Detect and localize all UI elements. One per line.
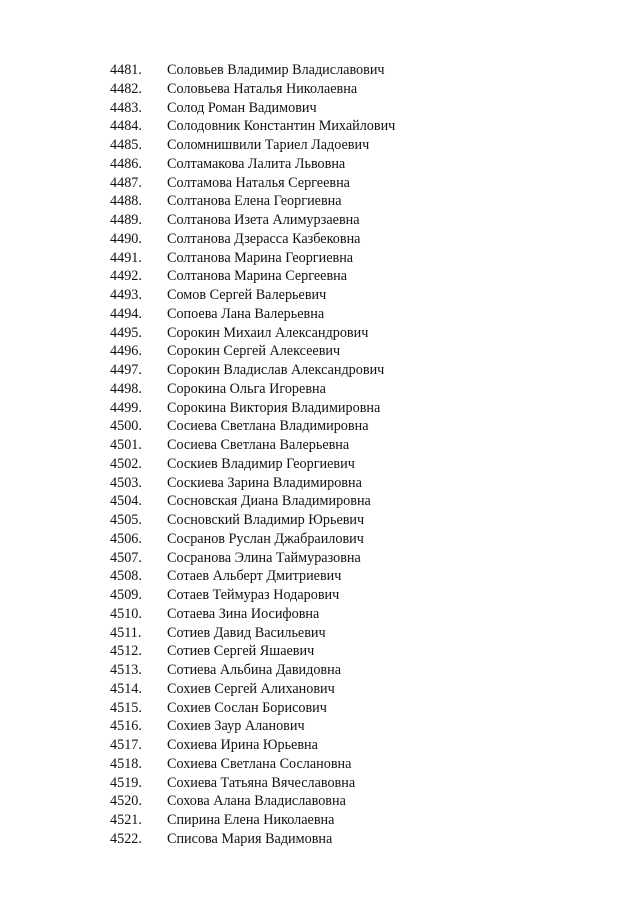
entry-number: 4514. — [110, 680, 142, 697]
list-item — [0, 249, 640, 268]
list-item — [0, 305, 640, 324]
list-item — [0, 399, 640, 418]
entry-name: Соскиева Зарина Владимировна — [167, 474, 362, 491]
entry-name: Сорокина Виктория Владимировна — [167, 399, 381, 416]
entry-name: Солтанова Марина Сергеевна — [167, 268, 348, 285]
name-list — [0, 61, 640, 849]
list-item — [0, 624, 640, 643]
list-item — [0, 192, 640, 211]
entry-number: 4495. — [110, 324, 142, 341]
entry-number: 4502. — [110, 455, 142, 472]
entry-name: Списова Мария Вадимовна — [167, 830, 333, 847]
entry-number: 4489. — [110, 212, 142, 228]
list-item — [0, 230, 640, 249]
entry-name: Солтанова Изета Алимурзаевна — [167, 212, 360, 228]
list-item — [0, 61, 640, 80]
entry-number: 4487. — [110, 174, 142, 191]
entry-name: Сотиева Альбина Давидовна — [167, 662, 342, 678]
entry-number: 4513. — [110, 662, 142, 678]
list-item — [0, 99, 640, 118]
entry-name: Сорокин Михаил Александрович — [167, 324, 369, 341]
entry-number: 4503. — [110, 474, 142, 491]
list-item — [0, 117, 640, 136]
entry-name: Сотаев Теймураз Нодарович — [167, 587, 340, 603]
entry-number: 4515. — [110, 699, 142, 716]
entry-number: 4501. — [110, 437, 142, 453]
list-item — [0, 792, 640, 811]
entry-number: 4500. — [110, 418, 142, 435]
entry-number: 4493. — [110, 287, 142, 303]
entry-name: Солод Роман Вадимович — [167, 99, 317, 116]
entry-number: 4506. — [110, 530, 142, 547]
list-item — [0, 417, 640, 436]
entry-number: 4492. — [110, 268, 142, 285]
list-item — [0, 811, 640, 830]
entry-name: Сохиев Сергей Алиханович — [167, 680, 335, 697]
list-item — [0, 717, 640, 736]
entry-number: 4484. — [110, 118, 142, 135]
entry-name: Соловьева Наталья Николаевна — [167, 80, 358, 97]
list-item — [0, 755, 640, 774]
entry-number: 4491. — [110, 249, 142, 266]
entry-name: Сосновская Диана Владимировна — [167, 493, 371, 510]
list-item — [0, 455, 640, 474]
list-item — [0, 474, 640, 493]
list-item — [0, 661, 640, 680]
list-item — [0, 286, 640, 305]
entry-name: Сотаева Зина Иосифовна — [167, 605, 320, 622]
list-item — [0, 492, 640, 511]
entry-name: Сомов Сергей Валерьевич — [167, 287, 327, 303]
entry-number: 4519. — [110, 774, 142, 791]
list-item — [0, 774, 640, 793]
list-item — [0, 699, 640, 718]
entry-number: 4499. — [110, 399, 142, 416]
entry-number: 4509. — [110, 587, 142, 603]
entry-number: 4496. — [110, 343, 142, 360]
list-item — [0, 80, 640, 99]
list-item — [0, 361, 640, 380]
entry-name: Сохиева Светлана Сослановна — [167, 755, 352, 772]
entry-number: 4483. — [110, 99, 142, 116]
entry-name: Сосранов Руслан Джабраилович — [167, 530, 364, 547]
entry-name: Солтанова Марина Георгиевна — [167, 249, 354, 266]
entry-number: 4517. — [110, 737, 142, 753]
entry-number: 4481. — [110, 62, 142, 78]
entry-name: Сорокина Ольга Игоревна — [167, 380, 326, 397]
list-item — [0, 211, 640, 230]
entry-name: Сосиева Светлана Валерьевна — [167, 437, 350, 453]
entry-number: 4510. — [110, 605, 142, 622]
list-item — [0, 567, 640, 586]
entry-name: Сохиева Ирина Юрьевна — [167, 737, 318, 753]
entry-number: 4511. — [110, 624, 142, 641]
entry-number: 4516. — [110, 718, 142, 735]
entry-number: 4488. — [110, 193, 142, 210]
entry-name: Сотиев Давид Васильевич — [167, 624, 326, 641]
list-item — [0, 136, 640, 155]
entry-number: 4486. — [110, 155, 142, 172]
entry-name: Соловьев Владимир Владиславович — [167, 62, 385, 78]
entry-number: 4482. — [110, 80, 142, 97]
list-item — [0, 642, 640, 661]
entry-name: Сотаев Альберт Дмитриевич — [167, 568, 342, 585]
entry-number: 4521. — [110, 812, 142, 828]
entry-name: Солтамова Наталья Сергеевна — [167, 174, 350, 191]
entry-name: Солтанова Елена Георгиевна — [167, 193, 342, 210]
entry-name: Сорокин Владислав Александрович — [167, 362, 385, 378]
entry-name: Спирина Елена Николаевна — [167, 812, 335, 828]
entry-name: Солтамакова Лалита Львовна — [167, 155, 346, 172]
list-item — [0, 586, 640, 605]
list-item — [0, 549, 640, 568]
entry-number: 4504. — [110, 493, 142, 510]
entry-name: Соскиев Владимир Георгиевич — [167, 455, 355, 472]
entry-name: Солодовник Константин Михайлович — [167, 118, 396, 135]
entry-number: 4520. — [110, 793, 142, 810]
entry-number: 4497. — [110, 362, 142, 378]
list-item — [0, 736, 640, 755]
entry-name: Сохиев Сослан Борисович — [167, 699, 327, 716]
list-item — [0, 174, 640, 193]
entry-name: Сотиев Сергей Яшаевич — [167, 643, 315, 660]
list-item — [0, 830, 640, 849]
entry-name: Сопоева Лана Валерьевна — [167, 305, 325, 322]
list-item — [0, 511, 640, 530]
entry-number: 4505. — [110, 512, 142, 528]
list-item — [0, 605, 640, 624]
list-item — [0, 436, 640, 455]
entry-name: Сосиева Светлана Владимировна — [167, 418, 369, 435]
entry-name: Сосранова Элина Таймуразовна — [167, 549, 361, 566]
list-item — [0, 155, 640, 174]
entry-number: 4512. — [110, 643, 142, 660]
entry-name: Сохиева Татьяна Вячеславовна — [167, 774, 356, 791]
list-item — [0, 380, 640, 399]
entry-number: 4498. — [110, 380, 142, 397]
entry-name: Солтанова Дзерасса Казбековна — [167, 230, 361, 247]
list-item — [0, 680, 640, 699]
entry-number: 4494. — [110, 305, 142, 322]
entry-number: 4507. — [110, 549, 142, 566]
entry-name: Сохова Алана Владиславовна — [167, 793, 346, 810]
entry-name: Сосновский Владимир Юрьевич — [167, 512, 365, 528]
entry-number: 4485. — [110, 137, 142, 153]
entry-number: 4490. — [110, 230, 142, 247]
entry-number: 4522. — [110, 830, 142, 847]
entry-name: Соломнишвили Тариел Ладоевич — [167, 137, 370, 153]
entry-name: Сорокин Сергей Алексеевич — [167, 343, 341, 360]
list-item — [0, 324, 640, 343]
list-item — [0, 267, 640, 286]
entry-number: 4518. — [110, 755, 142, 772]
list-item — [0, 530, 640, 549]
entry-name: Сохиев Заур Аланович — [167, 718, 305, 735]
list-item — [0, 342, 640, 361]
entry-number: 4508. — [110, 568, 142, 585]
